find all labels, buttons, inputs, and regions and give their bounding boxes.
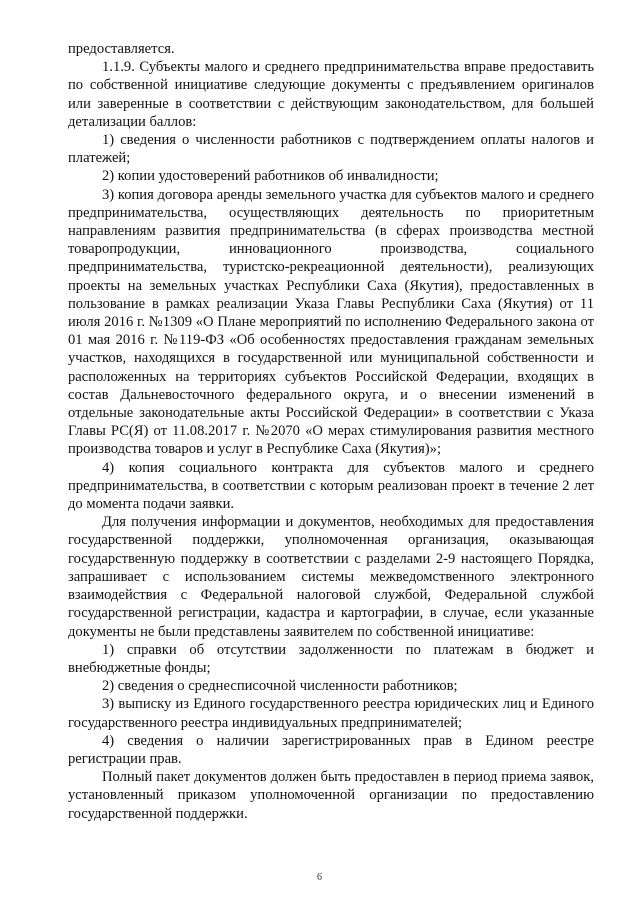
paragraph-section-1-1-9: 1.1.9. Субъекты малого и среднего предпринимательства вправе предоставить по собственной инициативе следующие документы с предъявлением оригиналов или заверенные в соответствии с действующим законодательством, для большей детализации баллов:: [68, 59, 594, 130]
list-item-land-lease: 3) копия договора аренды земельного участка для субъектов малого и среднего предпринимательства, осуществляющих деятельность по приоритетным направлениям развития предпринимательства (в сферах производства местной товаропродукции, инновационного производства, социального предпринимательства, туристско-рекреационной деятельности), реализующих проекты на земельных участках Республики Саха (Якутия), предоставленных в пользование в рамках реализации Указа Главы Республики Саха (Якутия) от 11 июля 2016 г. №1309 «О Плане мероприятий по исполнению Федерального закона от 01 мая 2016 г. №119-ФЗ «Об особенностях предоставления гражданам земельных участков, находящихся в государственной или муниципальной собственности и расположенных на территориях субъектов Российской Федерации, входящих в состав Дальневосточного федерального округа, и о внесении изменений в отдельные законодательные акты Российской Федерации» в соответствии с Указа Главы РС(Я) от 11.08.2017 г. №2070 «О мерах стимулирования развития местного производства товаров и услуг в Республике Саха (Якутия)»;: [68, 186, 594, 458]
paragraph-continuation: предоставляется.: [68, 41, 175, 57]
list-item-debt-certificates: 1) справки об отсутствии задолженности по платежам в бюджет и внебюджетные фонды;: [68, 641, 594, 676]
list-item-average-headcount: 2) сведения о среднесписочной численности работников;: [102, 678, 458, 695]
list-item-employee-count: 1) сведения о численности работников с подтверждением оплаты налогов и платежей;: [68, 132, 594, 167]
paragraph-full-package: Полный пакет документов должен быть предоставлен в период приема заявок, установленный приказом уполномоченной организации по предоставлению государственной поддержки.: [68, 769, 594, 822]
list-item-social-contract: 4) копия социального контракта для субъектов малого и среднего предпринимательства, в соответствии с которым реализован проект в течение 2 лет до момента подачи заявки.: [68, 459, 594, 513]
paragraph-interagency-request: Для получения информации и документов, необходимых для предоставления государственной поддержки, уполномоченная организация, оказывающая государственную поддержку в соответствии с разделами 2-9 настоящего Порядка, запрашивает с использованием системы межведомственного электронного взаимодействия с Федеральной налоговой службой, Федеральной службой государственной регистрации, кадастра и картографии, в случае, если указанные документы не были представлены заявителем по собственной инициативе:: [68, 514, 594, 640]
document-body: [68, 40, 594, 823]
list-item-registered-rights: 4) сведения о наличии зарегистрированных прав в Едином реестре регистрации прав.: [68, 732, 594, 767]
list-item-disability-certificates: 2) копии удостоверений работников об инвалидности;: [102, 168, 439, 185]
page-number: 6: [317, 872, 322, 883]
list-item-registry-extract: 3) выписку из Единого государственного реестра юридических лиц и Единого государственного реестра индивидуальных предпринимателей;: [68, 696, 594, 731]
